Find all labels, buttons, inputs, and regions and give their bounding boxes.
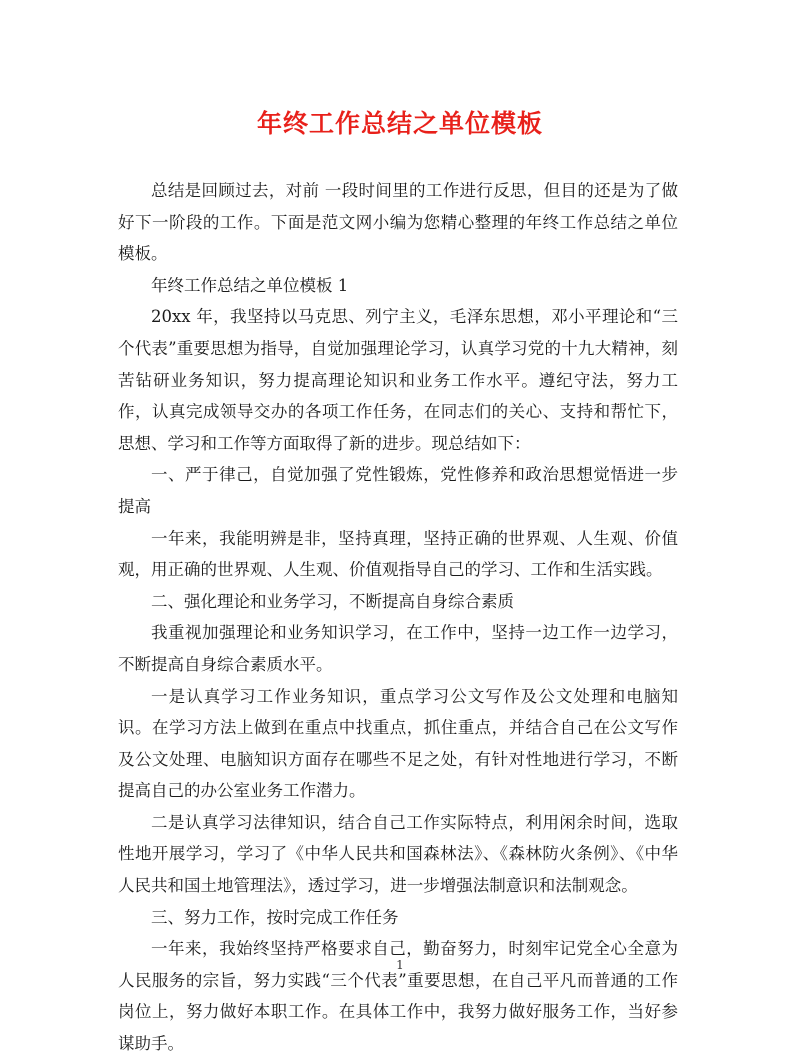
- paragraph-intro: 总结是回顾过去，对前 一段时间里的工作进行反思，但目的还是为了做好下一阶段的工作。下面是范文网小编为您精心整理的年终工作总结之单位模板。: [118, 181, 678, 264]
- paragraph-section-2: 我重视加强理论和业务知识学习，在工作中，坚持一边工作一边学习，不断提高自身综合素质水平。: [118, 623, 678, 674]
- paragraph-study-law: 二是认真学习法律知识，结合自己工作实际特点，利用闲余时间，选取性地开展学习，学习了《中华人民共和国森林法》、《森林防火条例》、《中华人民共和国土地管理法》，透过学习，进一步增强法制意识和法制观念。: [118, 812, 678, 896]
- document-title: 年终工作总结之单位模板: [256, 109, 543, 138]
- paragraph-section-3: 一年来，我始终坚持严格要求自己，勤奋努力，时刻牢记党全心全意为人民服务的宗旨，努力实践“三个代表”重要思想，在自己平凡而普通的工作岗位上，努力做好本职工作。在具体工作中，我努力做好服务工作，当好参谋助手。: [118, 939, 678, 1054]
- paragraph-overview: 20xx 年，我坚持以马克思、列宁主义，毛泽东思想，邓小平理论和“三个代表”重要思想为指导，自觉加强理论学习，认真学习党的十九大精神，刻苦钻研业务知识，努力提高理论知识和业务工作水平。遵纪守法，努力工作，认真完成领导交办的各项工作任务，在同志们的关心、支持和帮忙下，思想、学习和工作等方面取得了新的进步。现总结如下：: [118, 307, 678, 453]
- page-number: 1: [396, 958, 404, 972]
- paragraph-study-business: 一是认真学习工作业务知识，重点学习公文写作及公文处理和电脑知识。在学习方法上做到在重点中找重点，抓住重点，并结合自己在公文写作及公文处理、电脑知识方面存在哪些不足之处，有针对性地进行学习，不断提高自己的办公室业务工作潜力。: [118, 686, 678, 801]
- section-heading-3: 三、努力工作，按时完成工作任务: [151, 907, 399, 927]
- section-heading-2: 二、强化理论和业务学习，不断提高自身综合素质: [151, 591, 514, 611]
- section-heading-1: 一、严于律己，自觉加强了党性锻炼，党性修养和政治思想觉悟进一步提高: [118, 465, 678, 516]
- paragraph-subtitle: 年终工作总结之单位模板 1: [151, 275, 349, 295]
- paragraph-section-1: 一年来，我能明辨是非，坚持真理，坚持正确的世界观、人生观、价值观，用正确的世界观、人生观、价值观指导自己的学习、工作和生活实践。: [118, 528, 678, 580]
- document-body: [118, 175, 678, 1060]
